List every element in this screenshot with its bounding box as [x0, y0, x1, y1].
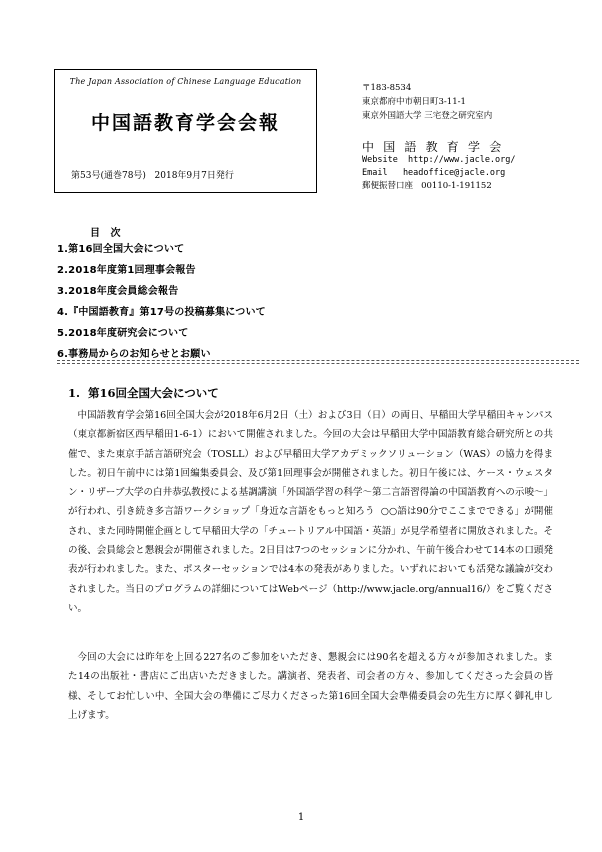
masthead-box: [54, 69, 317, 193]
toc-item[interactable]: 4.『中国語教育』第17号の投稿募集について: [57, 307, 266, 318]
email-link[interactable]: Email headoffice@jacle.org: [362, 168, 506, 178]
office: 東京外国語大学 三宅登之研究室内: [362, 111, 493, 121]
toc-item[interactable]: 6.事務局からのお知らせとお願い: [57, 349, 211, 360]
body-paragraph: 中国語教育学会第16回全国大会が2018年6月2日（土）および3日（日）の両日、早稲田大学早稲田キャンパス（東京都新宿区西早稲田1-6-1）において開催されました。今回の大会は早稲田大学中国語教育総合研究所との共催で、また東京手話言語研究会（TOSLL）および早稲田大学アカデミックソリューション（WAS）の協力を得ました。初日午前中には第1回編集委員会、及び第1回理事会が開催されました。初日午後には、ケース・ウェスタン・リザーブ大学の白井恭弘教授による基調講演「外国語学習の科学～第二言語習得論の中国語教育への示唆～」が行われ、引き続き多言語ワークショップ「身近な言語をもっと知ろう ○○語は90分でここまでできる」が開催され、また同時開催企画として早稲田大学の「チュートリアル中国語・英語」が見学希望者に開放されました。その後、会員総会と懇親会が開催されました。2日目は7つのセッションに分かれ、午前午後合わせて14本の口頭発表が行われました。また、ポスターセッションでは4本の発表がありました。いずれにおいても活発な議論が交わされました。当日のプログラムの詳細についてはWebページ（http://www.jacle.org/annual16/）をご覧ください。: [68, 410, 553, 614]
address: 東京都府中市朝日町3-11-1: [362, 97, 466, 107]
body-paragraph: 今回の大会には昨年を上回る227名のご参加をいただき、懇親会には90名を超える方々が参加されました。また14の出版社・書店にご出店いただきました。講演者、発表者、司会者の方々、参加してくださった会員の皆様、そしてお忙しい中、全国大会の準備にご尽力くださった第16回全国大会準備委員会の先生方に厚く御礼申し上げます。: [68, 652, 553, 721]
newsletter-title: 中国語教育学会会報: [90, 112, 280, 134]
toc-heading: 目 次: [90, 228, 121, 239]
toc-item[interactable]: 2.2018年度第1回理事会報告: [57, 265, 196, 276]
postal-code: 〒183-8534: [362, 83, 412, 93]
section-divider: [57, 360, 579, 364]
toc-item[interactable]: 5.2018年度研究会について: [57, 328, 189, 339]
postal-transfer-account: 郵便振替口座 00110-1-191152: [362, 181, 492, 191]
association-english-name: The Japan Association of Chinese Language Education: [69, 77, 302, 86]
table-of-contents: [57, 244, 266, 370]
website-link[interactable]: Website http://www.jacle.org/: [362, 155, 516, 165]
toc-item[interactable]: 1.第16回全国大会について: [57, 244, 185, 255]
organization-name: 中国語教育学会: [362, 140, 511, 154]
toc-item[interactable]: 3.2018年度会員総会報告: [57, 286, 179, 297]
page-number: 1: [297, 812, 305, 823]
section-heading: 1. 第16回全国大会について: [68, 386, 219, 400]
issue-info: 第53号(通巻78号) 2018年9月7日発行: [71, 171, 234, 181]
